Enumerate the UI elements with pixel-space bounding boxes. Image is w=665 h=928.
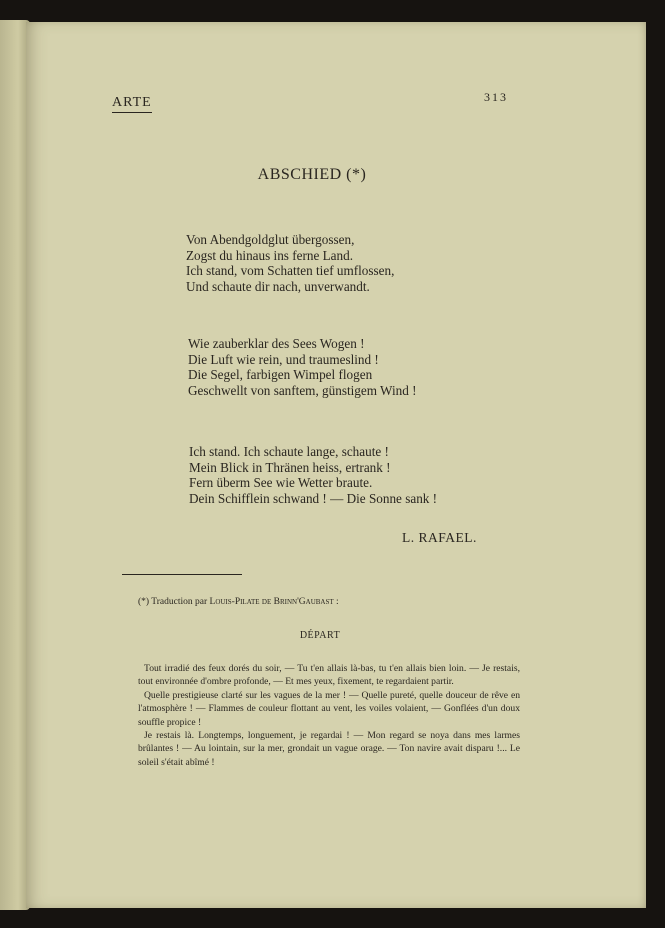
footnote-rule bbox=[122, 574, 242, 575]
verse-line: Die Luft wie rein, und traumeslind ! bbox=[188, 351, 379, 367]
translation-text bbox=[138, 662, 520, 769]
verse-line: Und schaute dir nach, unverwandt. bbox=[186, 278, 370, 294]
verse-line: Von Abendgoldglut übergossen, bbox=[186, 232, 355, 247]
book-page bbox=[26, 22, 646, 908]
verse-line: Zogst du hinaus ins ferne Land. bbox=[186, 247, 354, 263]
verse-line: Geschwellt von sanftem, günstigem Wind ! bbox=[188, 382, 417, 398]
footnote-prefix: (*) Traduction par bbox=[138, 597, 210, 607]
verse-line: Die Segel, farbigen Wimpel flogen bbox=[188, 367, 373, 383]
footnote bbox=[138, 597, 339, 607]
translator-name: Louis-Pilate de Brinn'Gaubast bbox=[209, 597, 334, 607]
stanza-1 bbox=[186, 232, 394, 294]
verse-line: Mein Blick in Thränen heiss, ertrank ! bbox=[189, 459, 391, 475]
translation-title: DÉPART bbox=[299, 630, 341, 641]
stanza-2 bbox=[188, 336, 417, 398]
poem-author: L. RAFAEL. bbox=[402, 530, 477, 545]
running-head: ARTE bbox=[112, 95, 152, 113]
footnote-suffix: : bbox=[333, 597, 339, 607]
verse-line: Ich stand, vom Schatten tief umflossen, bbox=[186, 263, 395, 279]
translation-paragraph: Je restais là. Longtemps, longuement, je regardai ! — Mon regard se noya dans mes larmes brûlantes ! — Au lointain, sur la mer, grondait un vague orage. — Ton navire avait disparu !... Le soleil s'était abîmé ! bbox=[138, 730, 520, 768]
verse-line: Fern überm See wie Wetter braute. bbox=[189, 475, 373, 491]
translation-paragraph: Quelle prestigieuse clarté sur les vagues de la mer ! — Quelle pureté, quelle douceur de rêve en l'atmosphère ! — Flammes de couleur flottant au vent, les voiles volaient, — Gonflées d'un doux souffle propice ! bbox=[138, 689, 520, 728]
page-number: 313 bbox=[484, 90, 508, 104]
translation-paragraph: Tout irradié des feux dorés du soir, — Tu t'en allais là-bas, tu t'en allais bien loin. — Je restais, tout environnée d'ombre profonde, — Et mes yeux, fixement, te regardaient partir. bbox=[138, 663, 520, 688]
verse-line: Dein Schifflein schwand ! — Die Sonne sank ! bbox=[189, 490, 438, 506]
verse-line: Ich stand. Ich schaute lange, schaute ! bbox=[189, 444, 389, 459]
verse-line: Wie zauberklar des Sees Wogen ! bbox=[188, 336, 365, 351]
poem-title: ABSCHIED (*) bbox=[257, 166, 367, 183]
stanza-3 bbox=[189, 444, 437, 506]
